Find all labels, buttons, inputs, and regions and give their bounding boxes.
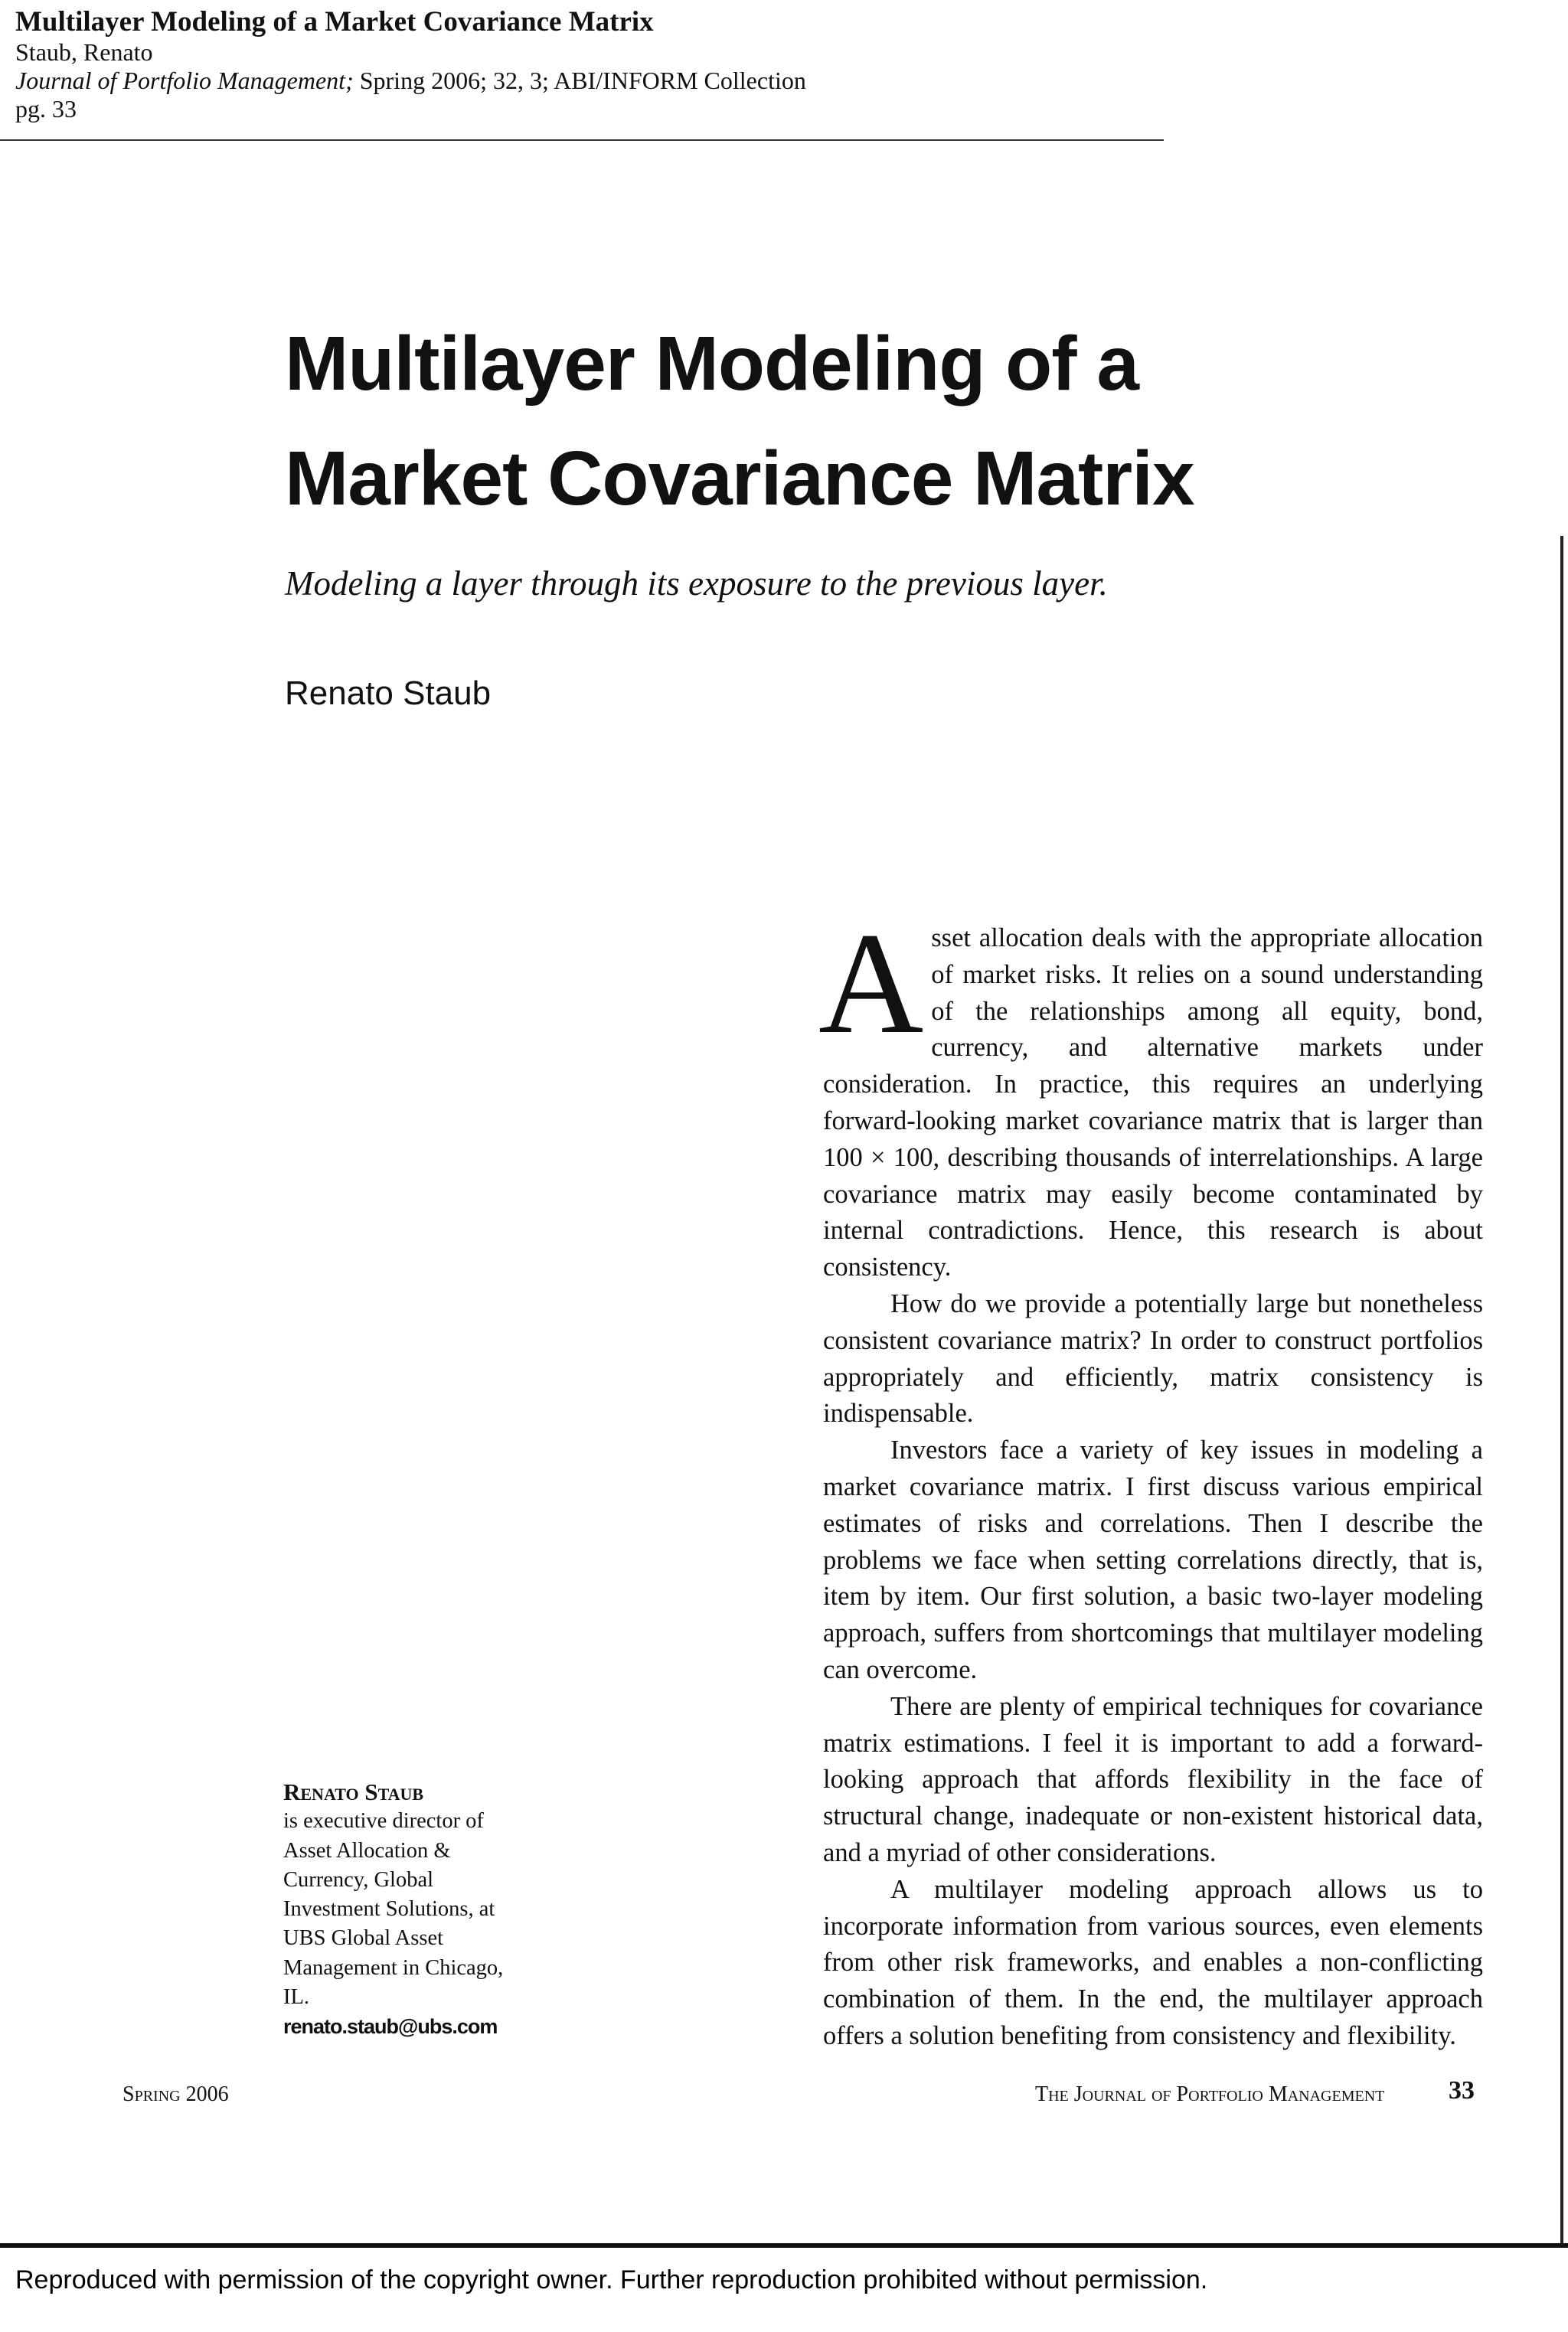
body-paragraph	[818, 903, 1483, 1286]
body-paragraph: A multilayer modeling approach allows us to incorporate information from various sources, even elements from other risk frameworks, and enables a non-conflicting combination of them. In the end, the multilayer approach offers a solution benefiting from consistency and flexibility.	[823, 1874, 1483, 2050]
footer-season: Spring 2006	[122, 2082, 229, 2106]
article-body	[818, 903, 1483, 2055]
citation-title: Multilayer Modeling of a Market Covariance Matrix	[15, 6, 654, 38]
footer-journal: The Journal of Portfolio Management	[1035, 2082, 1385, 2106]
scan-edge-line	[1560, 536, 1563, 2243]
bio-email: renato.staub@ubs.com	[283, 2015, 498, 2039]
bottom-divider	[0, 2243, 1568, 2248]
body-paragraph-text: sset allocation deals with the appropriate allocation of market risks. It relies on a sound understanding of the relationships among all equity, bond, currency, and alternative markets under consideration. In practice, this requires an underlying forward-looking market covariance matrix that is larger than 100 × 100, describing thousands of interrelationships. A large covariance matrix may easily become contaminated by internal contradictions. Hence, this research is about consistency.	[823, 923, 1483, 1282]
bio-text: is executive director of Asset Allocation & Currency, Global Investment Solutions, at UBS Global Asset Management in Chicago, IL.	[283, 1809, 504, 2010]
article-title-line-2: Market Covariance Matrix	[285, 436, 1194, 521]
body-paragraph: Investors face a variety of key issues in modeling a market covariance matrix. I first discuss various empirical estimates of risks and correlations. Then I describe the problems we face when setting correlations directly, that is, item by item. Our first solution, a basic two-layer modeling approach, suffers from shortcomings that multilayer modeling can overcome.	[823, 1435, 1483, 1684]
body-paragraph: How do we provide a potentially large but nonetheless consistent covariance matrix? In order to construct portfolios appropriately and efficiently, matrix consistency is indispensable.	[823, 1288, 1483, 1429]
article-title	[285, 306, 1510, 536]
citation-journal: Journal of Portfolio Management;	[15, 67, 354, 94]
drop-cap: A	[818, 903, 924, 1064]
body-paragraph: There are plenty of empirical techniques for covariance matrix estimations. I feel it is important to add a forward-looking approach that affords flexibility in the face of structural change, inadequate or non-existent historical data, and a myriad of other considerations.	[823, 1691, 1483, 1867]
copyright-notice: Reproduced with permission of the copyright owner. Further reproduction prohibited without permission.	[15, 2265, 1208, 2294]
citation-page: pg. 33	[15, 95, 77, 122]
citation-source	[15, 67, 1164, 95]
citation-details: Spring 2006; 32, 3; ABI/INFORM Collection	[353, 67, 806, 94]
article-title-line-1: Multilayer Modeling of a	[285, 321, 1138, 407]
footer-page-number: 33	[1449, 2076, 1475, 2105]
citation-header	[15, 6, 1164, 123]
header-divider	[0, 139, 1164, 141]
citation-author: Staub, Renato	[15, 38, 153, 66]
article-subtitle: Modeling a layer through its exposure to the previous layer.	[285, 564, 1108, 603]
article-author: Renato Staub	[285, 674, 492, 712]
author-bio	[283, 1778, 528, 2042]
bio-name: Renato Staub	[283, 1778, 424, 1805]
